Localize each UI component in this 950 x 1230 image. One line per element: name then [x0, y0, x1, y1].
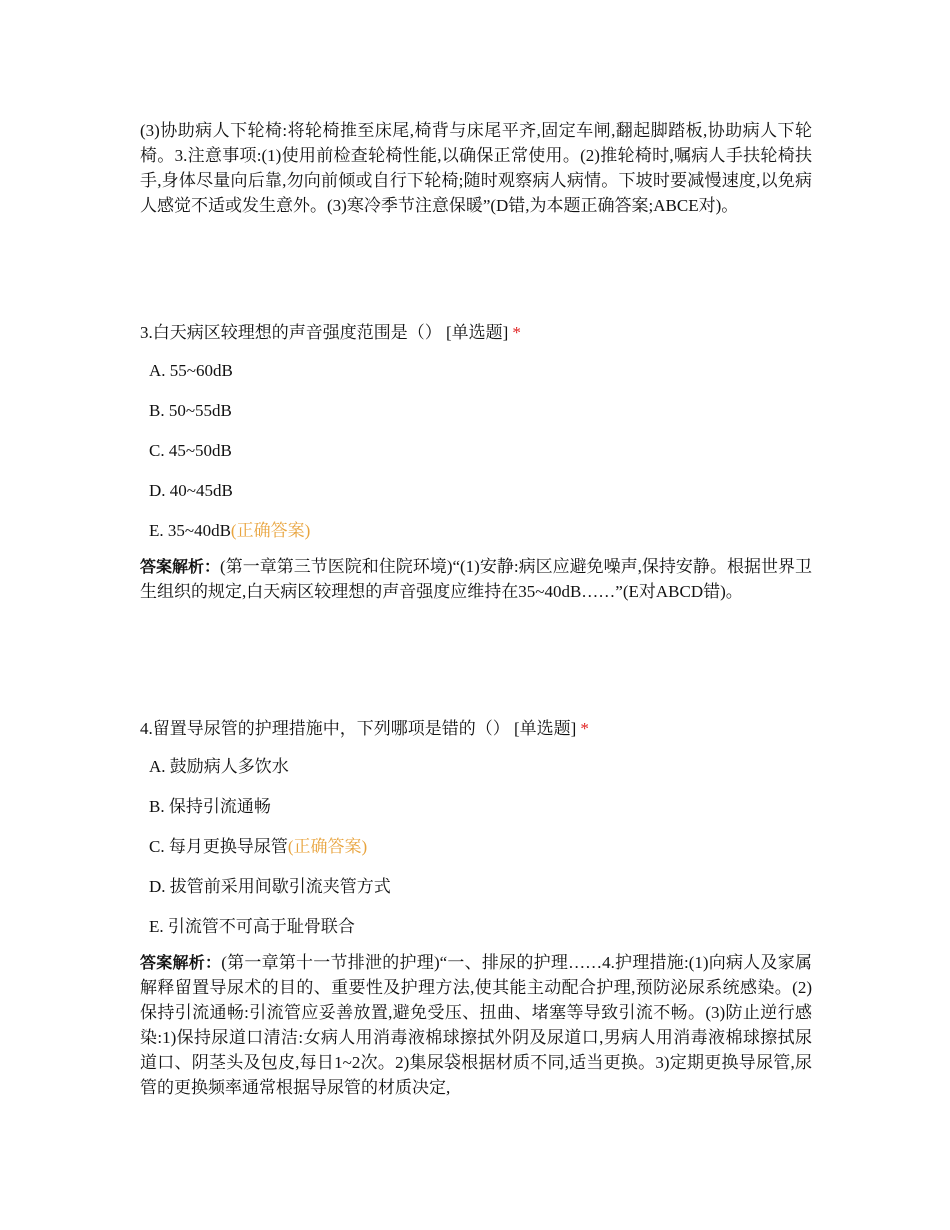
- option-text: E. 35~40dB: [149, 521, 231, 540]
- analysis-label: 答案解析：: [140, 557, 221, 576]
- question-type-label: [单选题]: [514, 719, 577, 738]
- option-list: [140, 358, 812, 544]
- option-c: [149, 834, 812, 860]
- analysis-label: 答案解析：: [140, 953, 222, 972]
- option-text: A. 55~60dB: [149, 361, 233, 380]
- option-e: [149, 914, 812, 940]
- option-c: [149, 438, 812, 464]
- answer-analysis: [140, 950, 812, 1100]
- question-title: [140, 320, 812, 346]
- question-type-label: [单选题]: [446, 323, 509, 342]
- intro-paragraph: (3)协助病人下轮椅:将轮椅推至床尾,椅背与床尾平齐,固定车闸,翻起脚踏板,协助病人下轮椅。3.注意事项:(1)使用前检查轮椅性能,以确保正常使用。(2)推轮椅时,嘱病人手扶轮椅扶手,身体尽量向后靠,勿向前倾或自行下轮椅;随时观察病人病情。下坡时要减慢速度,以免病人感觉不适或发生意外。(3)寒冷季节注意保暖”(D错,为本题正确答案;ABCE对)。: [140, 121, 812, 215]
- option-e: [149, 518, 812, 544]
- answer-analysis: [140, 554, 812, 604]
- required-mark: *: [512, 323, 521, 342]
- correct-answer-tag: (正确答案): [230, 521, 311, 540]
- option-b: [149, 794, 812, 820]
- option-a: [149, 754, 812, 780]
- question-text: 3.白天病区较理想的声音强度范围是（）: [140, 323, 442, 342]
- option-text: B. 保持引流通畅: [149, 797, 271, 816]
- option-a: [149, 358, 812, 384]
- option-b: [149, 398, 812, 424]
- required-mark: *: [580, 719, 589, 738]
- option-d: [149, 478, 812, 504]
- option-text: D. 拔管前采用间歇引流夹管方式: [149, 877, 391, 896]
- option-text: D. 40~45dB: [149, 481, 233, 500]
- option-list: [140, 754, 812, 940]
- analysis-text: (第一章第三节医院和住院环境)“(1)安静:病区应避免噪声,保持安静。根据世界卫生组织的规定,白天病区较理想的声音强度应维持在35~40dB……”(E对ABCD错)。: [140, 557, 812, 601]
- option-text: C. 45~50dB: [149, 441, 232, 460]
- option-text: A. 鼓励病人多饮水: [149, 757, 289, 776]
- question-4: [140, 716, 812, 1100]
- question-text: 4.留置导尿管的护理措施中，下列哪项是错的（）: [140, 719, 510, 738]
- option-text: E. 引流管不可高于耻骨联合: [149, 917, 355, 936]
- question-3: [140, 320, 812, 604]
- option-text: C. 每月更换导尿管: [149, 837, 288, 856]
- question-title: [140, 716, 812, 742]
- option-d: [149, 874, 812, 900]
- option-text: B. 50~55dB: [149, 401, 232, 420]
- analysis-text: (第一章第十一节排泄的护理)“一、排尿的护理……4.护理措施:(1)向病人及家属解释留置导尿术的目的、重要性及护理方法,使其能主动配合护理,预防泌尿系统感染。(2)保持引流通畅:引流管应妥善放置,避免受压、扭曲、堵塞等导致引流不畅。(3)防止逆行感染:1)保持尿道口清洁:女病人用消毒液棉球擦拭外阴及尿道口,男病人用消毒液棉球擦拭尿道口、阴茎头及包皮,每日1~2次。2)集尿袋根据材质不同,适当更换。3)定期更换导尿管,尿管的更换频率通常根据导尿管的材质决定,: [140, 953, 812, 1097]
- correct-answer-tag: (正确答案): [287, 837, 368, 856]
